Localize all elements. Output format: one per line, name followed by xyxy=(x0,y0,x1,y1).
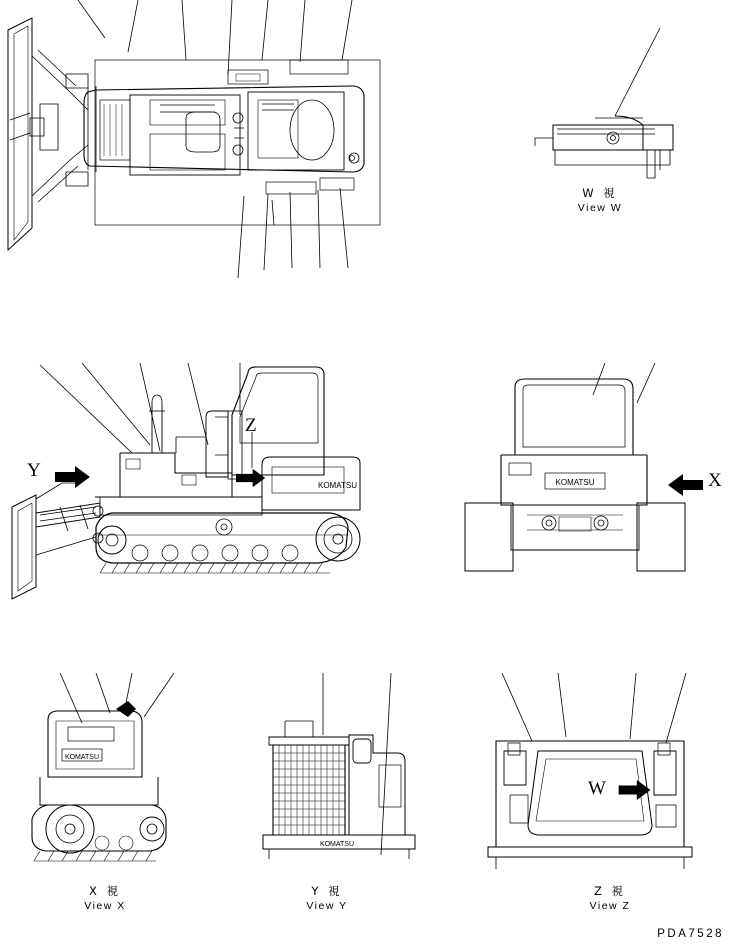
svg-text:KOMATSU: KOMATSU xyxy=(555,478,595,487)
callout-arrow-w xyxy=(618,780,652,800)
view-z-drawing xyxy=(470,665,710,880)
view-w-label-en: View W xyxy=(577,202,623,214)
callout-letter-z: Z xyxy=(245,415,257,436)
svg-text:KOMATSU: KOMATSU xyxy=(319,841,355,848)
view-y-drawing xyxy=(245,665,435,880)
svg-text:KOMATSU: KOMATSU xyxy=(318,481,357,490)
view-y-label-en: View Y xyxy=(306,900,348,912)
svg-text:KOMATSU: KOMATSU xyxy=(64,754,100,761)
view-x-label-en: View X xyxy=(84,900,126,912)
view-z-label xyxy=(555,884,665,914)
view-z-label-jp: Z 視 xyxy=(593,884,627,898)
callout-line-z xyxy=(246,432,266,472)
callout-letter-y: Y xyxy=(27,460,41,481)
view-x-label-jp: X 視 xyxy=(88,884,122,898)
callout-letter-x: X xyxy=(708,470,722,491)
view-y-label-jp: Y 視 xyxy=(311,884,343,898)
view-y-label xyxy=(272,884,382,914)
view-z-label-en: View Z xyxy=(589,900,631,912)
callout-letter-w: W xyxy=(588,778,606,799)
callout-arrow-y xyxy=(55,466,91,488)
top-plan-view xyxy=(0,0,420,290)
callout-arrow-x xyxy=(668,474,704,496)
drawing-number: PDA7528 xyxy=(657,928,724,940)
view-w-label xyxy=(545,186,655,216)
view-x-drawing xyxy=(10,665,200,880)
view-x-label xyxy=(50,884,160,914)
view-w-label-jp: W 視 xyxy=(582,186,618,200)
view-w-detail xyxy=(495,20,710,190)
